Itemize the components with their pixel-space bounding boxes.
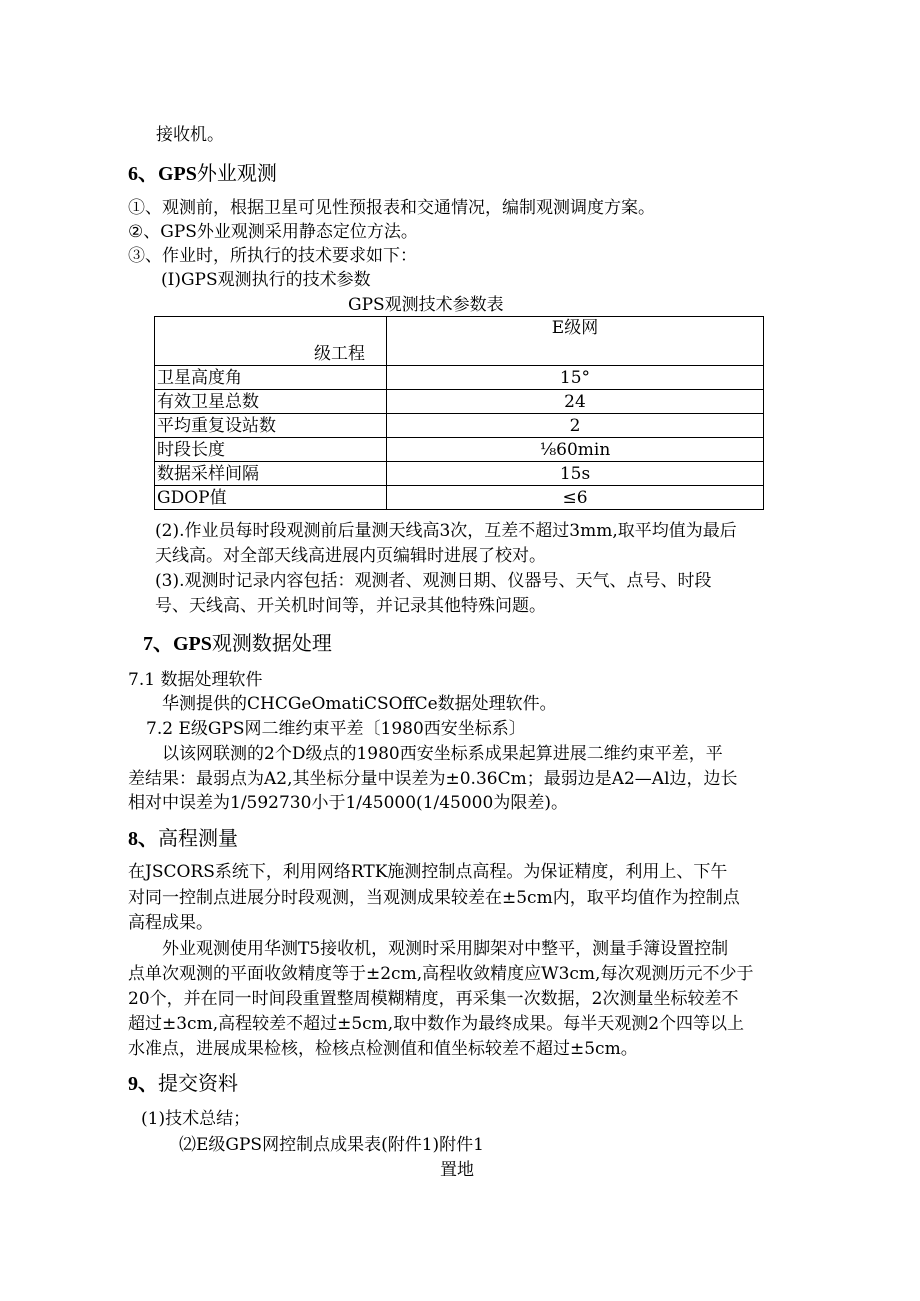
s8-p2-line4: 超过±3cm,高程较差不超过±5cm,取中数作为最终成果。每半天观测2个四等以上 <box>128 1014 745 1034</box>
s9-item-2: ⑵E级GPS网控制点成果表(附件1)附件1 <box>179 1135 484 1155</box>
row-value: ⅛60min <box>387 438 764 462</box>
s6-subheading: (I)GPS观测执行的技术参数 <box>161 270 371 290</box>
table-caption: GPS观测技术参数表 <box>348 295 504 315</box>
s8-p2-line1: 外业观测使用华测T5接收机，观测时采用脚架对中整平，测量手簿设置控制 <box>162 939 729 959</box>
section-8-num: 8、 <box>128 828 158 850</box>
section-8-title: 高程测量 <box>158 826 238 850</box>
s7-2-line1: 以该网联测的2个D级点的1980西安坐标系成果起算进展二维约束平差，平 <box>162 744 723 764</box>
row-label: 时段长度 <box>155 438 387 462</box>
section-6-heading <box>128 160 277 187</box>
row-value: ≤6 <box>387 486 764 510</box>
s8-p2-line3: 20个，并在同一时间段重置整周模糊精度，再采集一次数据，2次测量坐标较差不 <box>128 989 739 1009</box>
gps-params-table <box>154 316 764 510</box>
row-label: 有效卫星总数 <box>155 390 387 414</box>
section-6-gps: GPS <box>158 163 197 185</box>
section-6-title: 外业观测 <box>196 161 277 185</box>
section-8-heading <box>128 825 238 852</box>
table-header-right: E级网 <box>387 317 764 366</box>
row-label: 卫星高度角 <box>155 366 387 390</box>
row-label: 平均重复设站数 <box>155 414 387 438</box>
table-row <box>155 414 764 438</box>
s6-p3-line1: (3).观测时记录内容包括：观测者、观测日期、仪器号、天气、点号、时段 <box>155 571 712 591</box>
row-label: 数据采样间隔 <box>155 462 387 486</box>
s9-item-1: (1)技术总结； <box>141 1109 251 1129</box>
section-9-num: 9、 <box>128 1073 158 1095</box>
row-value: 15° <box>387 366 764 390</box>
table-row <box>155 486 764 510</box>
s8-p1-line2: 对同一控制点进展分时段观测，当观测成果较差在±5cm内，取平均值作为控制点 <box>128 888 740 908</box>
table-row <box>155 438 764 462</box>
table-header-row <box>155 317 764 366</box>
trailing-text: 置地 <box>440 1160 474 1180</box>
row-value: 15s <box>387 462 764 486</box>
row-value: 24 <box>387 390 764 414</box>
section-7-heading <box>143 630 332 657</box>
s6-p2-line1: (2).作业员每时段观测前后量测天线高3次，互差不超过3mm,取平均值为最后 <box>155 521 737 541</box>
s7-2-line3: 相对中误差为1/592730小于1/45000(1/45000为限差)。 <box>128 793 568 813</box>
s6-item-3: ③、作业时，所执行的技术要求如下： <box>128 246 417 266</box>
table-row <box>155 462 764 486</box>
s8-p2-line5: 水准点，进展成果检核，检核点检测值和值坐标较差不超过±5cm。 <box>128 1039 638 1059</box>
row-label: GDOP值 <box>155 486 387 510</box>
s7-1-heading: 7.1 数据处理软件 <box>128 670 263 690</box>
s7-2-line2: 差结果：最弱点为A2,其坐标分量中误差为±0.36Cm；最弱边是A2—Al边，边长 <box>128 769 738 789</box>
table-row <box>155 366 764 390</box>
s6-p2-line2: 天线高。对全部天线高进展内页编辑时进展了校对。 <box>155 546 546 566</box>
section-7-title: 观测数据处理 <box>211 631 332 655</box>
s8-p1-line1: 在JSCORS系统下，利用网络RTK施测控制点高程。为保证精度，利用上、下午 <box>128 862 728 882</box>
section-9-heading <box>128 1070 238 1097</box>
section-7-gps: GPS <box>173 633 212 655</box>
section-9-title: 提交资料 <box>158 1071 238 1095</box>
s6-item-2: ②、GPS外业观测采用静态定位方法。 <box>128 222 418 242</box>
table-row <box>155 390 764 414</box>
s8-p2-line2: 点单次观测的平面收敛精度等于±2cm,高程收敛精度应W3cm,每次观测历元不少于 <box>128 964 754 984</box>
section-6-num: 6、 <box>128 163 158 185</box>
intro-text: 接收机。 <box>156 125 224 145</box>
row-value: 2 <box>387 414 764 438</box>
table-header-left: 级工程 <box>155 317 387 366</box>
s8-p1-line3: 高程成果。 <box>128 913 213 933</box>
section-7-num: 7、 <box>143 633 173 655</box>
s7-2-heading: 7.2 E级GPS网二维约束平差〔1980西安坐标系〕 <box>146 719 526 739</box>
s7-1-body: 华测提供的CHCGeOmatiCSOffCe数据处理软件。 <box>162 694 557 714</box>
s6-p3-line2: 号、天线高、开关机时间等，并记录其他特殊问题。 <box>155 596 546 616</box>
s6-item-1: ①、观测前，根据卫星可见性预报表和交通情况，编制观测调度方案。 <box>128 198 655 218</box>
